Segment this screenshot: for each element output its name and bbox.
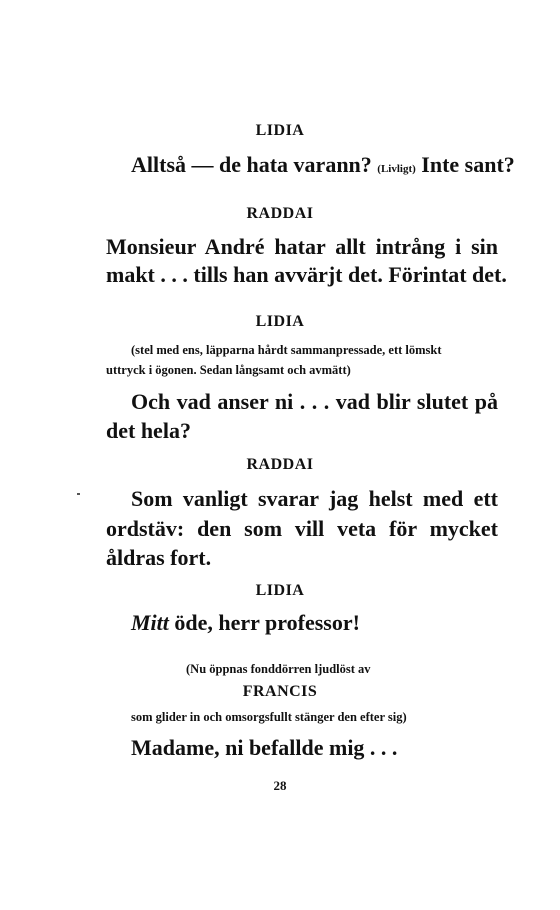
speaker-name: LIDIA bbox=[255, 582, 305, 599]
speaker-name: FRANCIS bbox=[242, 683, 318, 700]
dialogue-line bbox=[131, 152, 515, 178]
dialogue-text: Inte sant? bbox=[421, 152, 515, 177]
dialogue-text: öde, herr professor! bbox=[168, 610, 360, 635]
emphasized-word: Mitt bbox=[131, 610, 169, 635]
dialogue-line: Madame, ni befallde mig . . . bbox=[131, 735, 398, 760]
dialogue-line: åldras fort. bbox=[106, 545, 212, 570]
stage-direction: (stel med ens, läpparna hårdt sammanpressade, ett lömskt bbox=[131, 343, 442, 357]
dialogue-line: Monsieur André hatar allt intrång i sin bbox=[106, 234, 498, 259]
dialogue-line: Som vanligt svarar jag helst med ett bbox=[131, 486, 498, 511]
dialogue-line: Och vad anser ni . . . vad blir slutet på bbox=[131, 389, 498, 414]
print-speck bbox=[77, 493, 80, 495]
inline-stage-direction: (Livligt) bbox=[377, 163, 416, 175]
stage-direction: (Nu öppnas fonddörren ljudlöst av bbox=[186, 662, 371, 676]
dialogue-line: det hela? bbox=[106, 418, 191, 443]
speaker-name: RADDAI bbox=[246, 456, 314, 473]
stage-direction: som glider in och omsorgsfullt stänger den efter sig) bbox=[131, 710, 407, 724]
dialogue-text: Alltså — de hata varann? bbox=[131, 152, 372, 177]
dialogue-line: ordstäv: den som vill veta för mycket bbox=[106, 516, 498, 541]
dialogue-line: makt . . . tills han avvärjt det. Förintat det. bbox=[106, 262, 507, 287]
speaker-name: LIDIA bbox=[255, 122, 305, 139]
speaker-name: LIDIA bbox=[255, 313, 305, 330]
stage-direction: uttryck i ögonen. Sedan långsamt och avmätt) bbox=[106, 363, 351, 377]
page-number: 28 bbox=[273, 778, 287, 793]
dialogue-line bbox=[131, 610, 360, 636]
speaker-name: RADDAI bbox=[246, 205, 314, 222]
